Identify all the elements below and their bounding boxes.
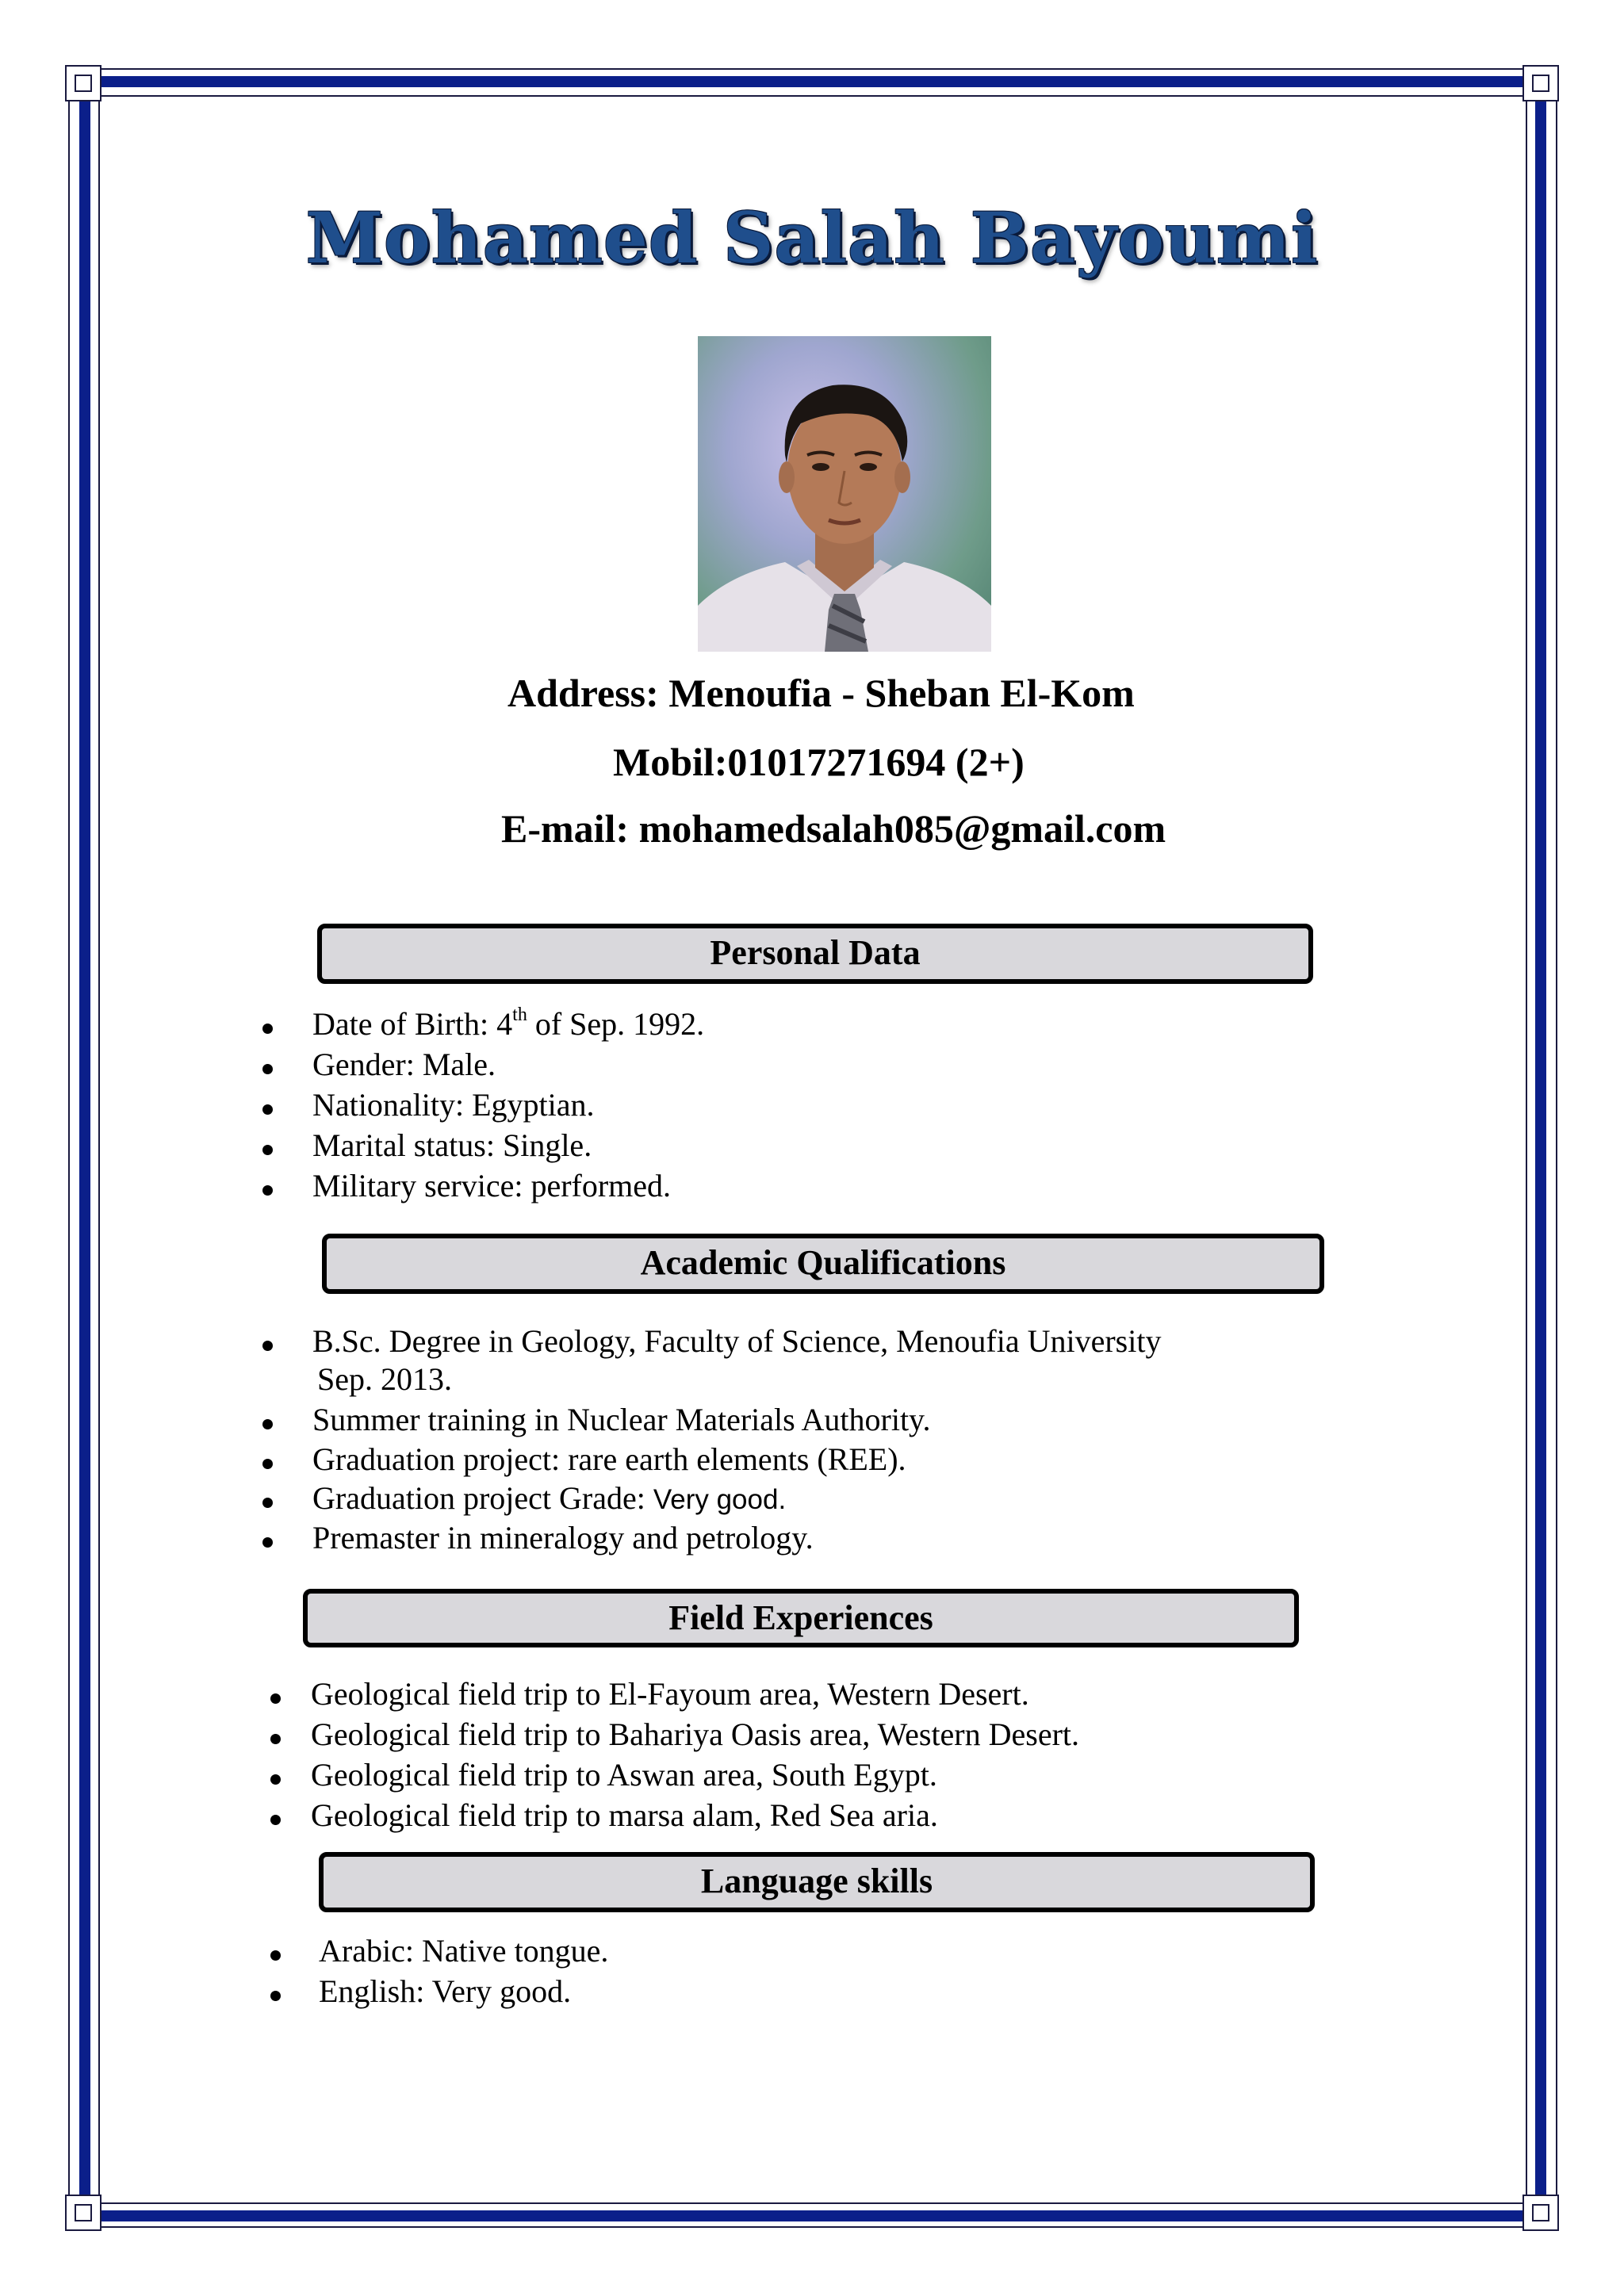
bullet bbox=[262, 1185, 273, 1196]
list-item-language-arabic: Arabic: Native tongue. bbox=[319, 1933, 609, 1969]
list-item-nationality: Nationality: Egyptian. bbox=[312, 1087, 595, 1123]
corner-ornament bbox=[1522, 2195, 1559, 2231]
bullet bbox=[270, 1815, 281, 1825]
section-header-language-skills: Language skills bbox=[319, 1852, 1315, 1912]
bullet bbox=[270, 1774, 281, 1785]
corner-ornament bbox=[65, 2195, 102, 2231]
cv-name-title: Mohamed Salah Bayoumi bbox=[305, 197, 1319, 279]
bullet bbox=[262, 1104, 273, 1115]
section-header-personal-data: Personal Data bbox=[317, 924, 1313, 984]
list-item-date-of-birth bbox=[312, 1005, 704, 1043]
bullet bbox=[270, 1734, 281, 1744]
bullet bbox=[262, 1024, 273, 1034]
list-item-military-service: Military service: performed. bbox=[312, 1168, 672, 1203]
list-item-field-trip: Geological field trip to Aswan area, South Egypt. bbox=[311, 1757, 937, 1793]
corner-ornament bbox=[1522, 65, 1559, 101]
profile-photo bbox=[698, 336, 991, 652]
list-item-marital-status: Marital status: Single. bbox=[312, 1127, 592, 1163]
list-item-field-trip: Geological field trip to marsa alam, Red Sea aria. bbox=[311, 1797, 938, 1833]
list-item-graduation-project: Graduation project: rare earth elements (REE). bbox=[312, 1441, 906, 1477]
list-item-degree-date: Sep. 2013. bbox=[317, 1361, 452, 1397]
section-header-academic-qualifications: Academic Qualifications bbox=[322, 1234, 1324, 1294]
list-item-language-english: English: Very good. bbox=[319, 1973, 572, 2009]
email-text: E-mail: mohamedsalah085@gmail.com bbox=[501, 806, 1166, 851]
bullet bbox=[262, 1145, 273, 1155]
bullet bbox=[262, 1537, 273, 1548]
grade-value: Very good. bbox=[653, 1484, 787, 1515]
list-item-project-grade bbox=[312, 1479, 786, 1517]
dob-suffix: of Sep. 1992. bbox=[527, 1006, 705, 1042]
bullet bbox=[270, 1950, 281, 1961]
list-item-field-trip: Geological field trip to El-Fayoum area, Western Desert. bbox=[311, 1676, 1029, 1712]
address-text: Address: Menoufia - Sheban El-Kom bbox=[508, 671, 1135, 715]
bullet bbox=[270, 1991, 281, 2001]
list-item-gender: Gender: Male. bbox=[312, 1047, 496, 1082]
grade-label: Graduation project Grade: bbox=[312, 1480, 653, 1516]
list-item-premaster: Premaster in mineralogy and petrology. bbox=[312, 1520, 814, 1556]
mobile-text: Mobil:01017271694 (2+) bbox=[613, 740, 1025, 784]
list-item-summer-training: Summer training in Nuclear Materials Authority. bbox=[312, 1402, 931, 1437]
bullet bbox=[262, 1064, 273, 1074]
bullet bbox=[262, 1459, 273, 1469]
bullet bbox=[262, 1419, 273, 1429]
bullet bbox=[262, 1498, 273, 1508]
list-item-degree: B.Sc. Degree in Geology, Faculty of Science, Menoufia University bbox=[312, 1323, 1162, 1359]
bullet bbox=[262, 1341, 273, 1351]
dob-ordinal-suffix: th bbox=[512, 1004, 527, 1025]
bullet bbox=[270, 1693, 281, 1704]
dob-prefix: Date of Birth: 4 bbox=[312, 1006, 513, 1042]
corner-ornament bbox=[65, 65, 102, 101]
section-header-field-experiences: Field Experiences bbox=[303, 1589, 1299, 1647]
list-item-field-trip: Geological field trip to Bahariya Oasis area, Western Desert. bbox=[311, 1716, 1080, 1752]
